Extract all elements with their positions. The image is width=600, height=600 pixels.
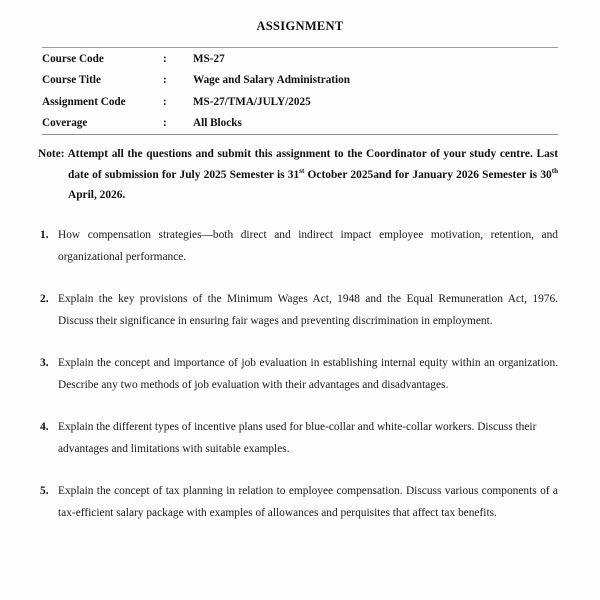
question-number: 5. [40, 484, 49, 497]
question-number: 3. [40, 356, 49, 369]
question-text: Explain the concept and importance of job evaluation in establishing internal equity within an organization. Describe any two methods of job evaluation with their advantages and disadvantages. [58, 356, 558, 391]
question-number: 2. [40, 292, 49, 305]
meta-value: Wage and Salary Administration [193, 74, 350, 87]
question-number: 1. [40, 228, 49, 241]
course-meta-rows [42, 48, 558, 134]
meta-colon: : [163, 52, 167, 65]
question-list [40, 224, 558, 524]
list-item [40, 288, 558, 332]
meta-colon: : [163, 117, 167, 130]
meta-colon: : [163, 95, 167, 108]
question-text: Explain the concept of tax planning in relation to employee compensation. Discuss various components of a tax-efficient salary package with examples of allowances and perquisites that affect tax benefits. [58, 484, 558, 519]
list-item [40, 416, 558, 460]
question-text: Explain the different types of incentive plans used for blue-collar and white-collar workers. Discuss their advantages and limitations with suitable examples. [58, 420, 537, 455]
meta-value: MS-27/TMA/JULY/2025 [193, 95, 311, 108]
question-text: Explain the key provisions of the Minimum Wages Act, 1948 and the Equal Remuneration Act, 1976. Discuss their significance in ensuring fair wages and preventing discrimination in employment. [58, 292, 558, 327]
submission-note [38, 144, 558, 206]
meta-value: MS-27 [193, 52, 225, 65]
list-item [40, 480, 558, 524]
question-text: How compensation strategies—both direct and indirect impact employee motivation, retention, and organizational performance. [58, 228, 558, 263]
meta-colon: : [163, 74, 167, 87]
note-ordinal-suffix-2: th [551, 166, 558, 175]
table-row [42, 113, 558, 135]
note-text-part-1: Note: Attempt all the questions and submit this assignment to the Coordinator of your study centre. Last date of submission for July 2025 Semester is 31 [38, 148, 558, 181]
note-text-part-3: April, 2026. [68, 189, 126, 202]
meta-label: Assignment Code [42, 95, 126, 108]
meta-label: Coverage [42, 117, 88, 130]
note-text-part-2: October 2025and for January 2026 Semester is 30 [304, 168, 552, 181]
meta-value: All Blocks [193, 117, 242, 130]
page-title: ASSIGNMENT [256, 19, 344, 33]
table-row [42, 70, 558, 92]
table-row [42, 48, 558, 70]
question-number: 4. [40, 420, 49, 433]
course-meta-table [42, 47, 558, 135]
note-ordinal-suffix-1: st [299, 166, 305, 175]
meta-label: Course Title [42, 74, 101, 87]
list-item [40, 352, 558, 396]
meta-label: Course Code [42, 52, 104, 65]
list-item [40, 224, 558, 268]
table-row [42, 91, 558, 113]
